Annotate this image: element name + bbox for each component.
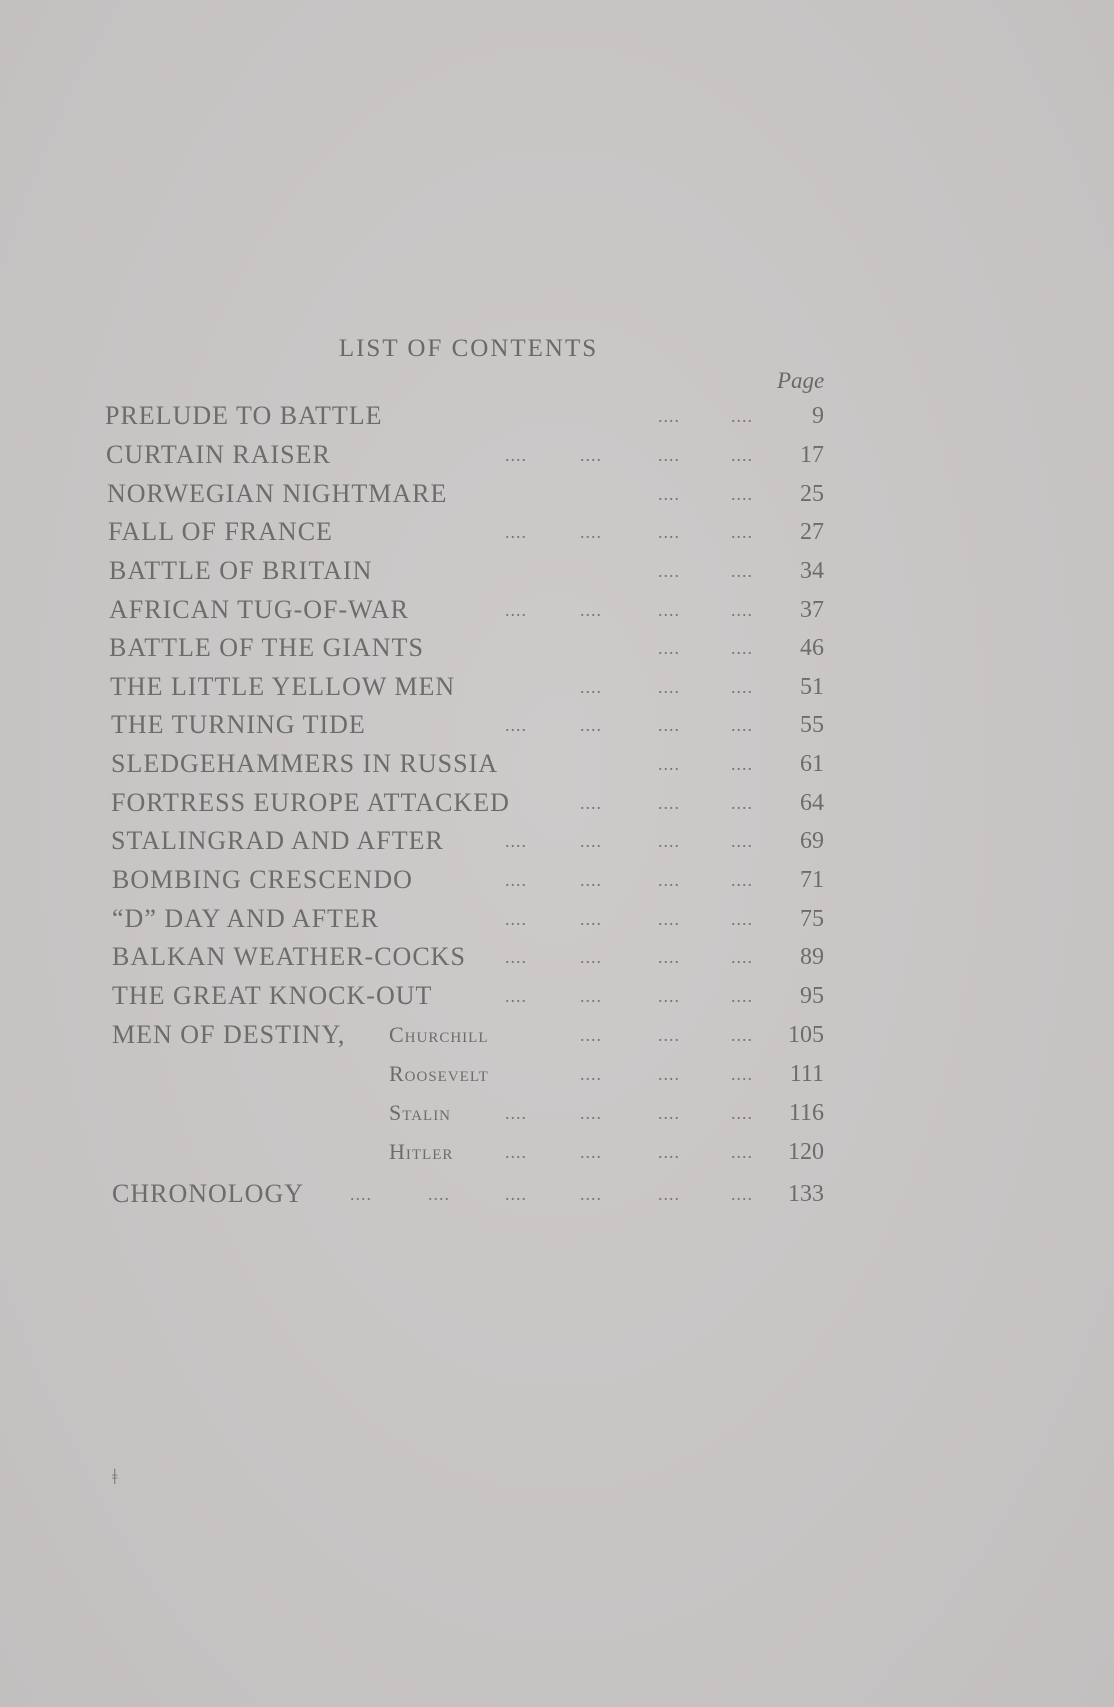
- leader-dots: ....: [580, 1064, 602, 1084]
- leader-dots: ....: [428, 1184, 450, 1204]
- leader-dots: ....: [580, 947, 602, 967]
- toc-entry-title: “D” DAY AND AFTER: [112, 904, 380, 933]
- leader-dots: ....: [731, 484, 753, 504]
- leader-dots: ....: [658, 793, 680, 813]
- toc-entry-title: CURTAIN RAISER: [106, 440, 331, 469]
- leader-dots: ....: [658, 986, 680, 1006]
- leader-dots: ....: [505, 986, 527, 1006]
- leader-dots: ....: [658, 831, 680, 851]
- leader-dots: ....: [350, 1184, 372, 1204]
- toc-entry: [0, 709, 1114, 741]
- leader-dots: ....: [731, 600, 753, 620]
- leader-dots: ....: [731, 445, 753, 465]
- toc-entry: [0, 439, 1114, 471]
- toc-entry-page-number: 69: [800, 828, 824, 854]
- leader-dots: ....: [731, 406, 753, 426]
- leader-dots: ....: [505, 1103, 527, 1123]
- leader-dots: ....: [658, 1064, 680, 1084]
- toc-entry-page-number: 9: [812, 403, 824, 429]
- leader-dots: ....: [658, 600, 680, 620]
- toc-entry-page-number: 27: [800, 519, 824, 545]
- leader-dots: ....: [580, 1025, 602, 1045]
- leader-dots: ....: [505, 445, 527, 465]
- leader-dots: ....: [580, 445, 602, 465]
- leader-dots: ....: [731, 754, 753, 774]
- toc-entry: [0, 980, 1114, 1012]
- toc-entry-page-number: 34: [800, 558, 824, 584]
- toc-entry-page-number: 111: [789, 1061, 824, 1087]
- leader-dots: ....: [505, 522, 527, 542]
- leader-dots: ....: [731, 522, 753, 542]
- toc-entry: [0, 478, 1114, 510]
- leader-dots: ....: [580, 522, 602, 542]
- toc-entry-title: SLEDGEHAMMERS IN RUSSIA: [111, 749, 499, 778]
- toc-entry-title: PRELUDE TO BATTLE: [105, 401, 383, 430]
- toc-entry-title: FALL OF FRANCE: [108, 517, 333, 546]
- page-column-heading: Page: [777, 368, 825, 393]
- page-title: LIST OF CONTENTS: [338, 335, 599, 362]
- toc-entry: [0, 1136, 1114, 1168]
- leader-dots: ....: [505, 600, 527, 620]
- toc-entry-title: STALINGRAD AND AFTER: [111, 826, 444, 855]
- leader-dots: ....: [658, 1103, 680, 1123]
- toc-entry-page-number: 25: [800, 481, 824, 507]
- leader-dots: ....: [658, 1142, 680, 1162]
- leader-dots: ....: [658, 754, 680, 774]
- toc-entry-page-number: 17: [800, 442, 824, 468]
- toc-entry-page-number: 105: [788, 1022, 824, 1048]
- toc-entry-title: AFRICAN TUG-OF-WAR: [109, 595, 409, 624]
- leader-dots: ....: [658, 715, 680, 735]
- leader-dots: ....: [658, 522, 680, 542]
- toc-entry-page-number: 46: [800, 635, 824, 661]
- toc-entry: [0, 1097, 1114, 1129]
- leader-dots: ....: [505, 1142, 527, 1162]
- leader-dots: ....: [731, 1064, 753, 1084]
- toc-entry: [0, 903, 1114, 935]
- leader-dots: ....: [505, 715, 527, 735]
- leader-dots: ....: [731, 986, 753, 1006]
- toc-entry-page-number: 64: [800, 790, 824, 816]
- toc-entry: [0, 941, 1114, 973]
- leader-dots: ....: [580, 1142, 602, 1162]
- leader-dots: ....: [505, 1184, 527, 1204]
- margin-mark: ǂ: [112, 1464, 118, 1489]
- leader-dots: ....: [731, 909, 753, 929]
- toc-entry-page-number: 55: [800, 712, 824, 738]
- leader-dots: ....: [580, 909, 602, 929]
- leader-dots: ....: [731, 793, 753, 813]
- toc-entry-page-number: 71: [800, 867, 824, 893]
- leader-dots: ....: [505, 831, 527, 851]
- leader-dots: ....: [580, 793, 602, 813]
- toc-entry-title: FORTRESS EUROPE ATTACKED: [111, 788, 510, 817]
- toc-entry: [0, 748, 1114, 780]
- toc-entry-title: BATTLE OF THE GIANTS: [109, 633, 424, 662]
- leader-dots: ....: [580, 715, 602, 735]
- toc-entry-title: BOMBING CRESCENDO: [112, 865, 413, 894]
- toc-entry: [0, 1058, 1114, 1090]
- toc-entry-page-number: 116: [788, 1100, 824, 1126]
- toc-entry: [0, 671, 1114, 703]
- toc-entry-title: NORWEGIAN NIGHTMARE: [107, 479, 448, 508]
- toc-entry: [0, 1019, 1114, 1051]
- toc-entry: [0, 787, 1114, 819]
- leader-dots: ....: [658, 445, 680, 465]
- toc-entry-page-number: 37: [800, 597, 824, 623]
- leader-dots: ....: [731, 638, 753, 658]
- toc-entry-subtitle: Churchill: [389, 1022, 489, 1047]
- toc-entry-subtitle: Hitler: [389, 1139, 454, 1164]
- toc-entry-title: BALKAN WEATHER-COCKS: [112, 942, 466, 971]
- leader-dots: ....: [731, 1025, 753, 1045]
- toc-entry: [0, 825, 1114, 857]
- leader-dots: ....: [580, 1103, 602, 1123]
- toc-entry-page-number: 120: [788, 1139, 824, 1165]
- leader-dots: ....: [658, 909, 680, 929]
- leader-dots: ....: [731, 870, 753, 890]
- leader-dots: ....: [658, 947, 680, 967]
- leader-dots: ....: [580, 1184, 602, 1204]
- toc-entry-page-number: 61: [800, 751, 824, 777]
- toc-entry: [0, 594, 1114, 626]
- leader-dots: ....: [658, 484, 680, 504]
- leader-dots: ....: [731, 831, 753, 851]
- leader-dots: ....: [580, 986, 602, 1006]
- leader-dots: ....: [658, 1184, 680, 1204]
- leader-dots: ....: [731, 1103, 753, 1123]
- toc-entry-page-number: 133: [788, 1181, 824, 1207]
- toc-entry: [0, 632, 1114, 664]
- leader-dots: ....: [731, 715, 753, 735]
- toc-entry: [0, 555, 1114, 587]
- toc-entry-title: THE GREAT KNOCK-OUT: [112, 981, 433, 1010]
- toc-entry-page-number: 51: [800, 674, 824, 700]
- toc-entry-title: BATTLE OF BRITAIN: [109, 556, 373, 585]
- leader-dots: ....: [658, 561, 680, 581]
- toc-entry-title: THE TURNING TIDE: [111, 710, 366, 739]
- leader-dots: ....: [731, 561, 753, 581]
- leader-dots: ....: [505, 870, 527, 890]
- toc-entry-title: THE LITTLE YELLOW MEN: [110, 672, 456, 701]
- leader-dots: ....: [505, 909, 527, 929]
- toc-entry-title: MEN OF DESTINY,: [112, 1020, 346, 1049]
- toc-entry-page-number: 75: [800, 906, 824, 932]
- leader-dots: ....: [658, 406, 680, 426]
- leader-dots: ....: [580, 870, 602, 890]
- leader-dots: ....: [658, 677, 680, 697]
- leader-dots: ....: [731, 1184, 753, 1204]
- leader-dots: ....: [658, 1025, 680, 1045]
- leader-dots: ....: [580, 677, 602, 697]
- leader-dots: ....: [505, 947, 527, 967]
- leader-dots: ....: [731, 1142, 753, 1162]
- leader-dots: ....: [658, 870, 680, 890]
- toc-entry-page-number: 95: [800, 983, 824, 1009]
- toc-entry: [0, 400, 1114, 432]
- leader-dots: ....: [731, 947, 753, 967]
- leader-dots: ....: [580, 831, 602, 851]
- leader-dots: ....: [731, 677, 753, 697]
- toc-entry: [0, 864, 1114, 896]
- toc-entry: [0, 1178, 1114, 1210]
- leader-dots: ....: [580, 600, 602, 620]
- toc-entry-title: CHRONOLOGY: [112, 1179, 304, 1208]
- toc-entry: [0, 516, 1114, 548]
- toc-entry-subtitle: Roosevelt: [389, 1061, 489, 1086]
- leader-dots: ....: [658, 638, 680, 658]
- toc-entry-page-number: 89: [800, 944, 824, 970]
- toc-entry-subtitle: Stalin: [389, 1100, 452, 1125]
